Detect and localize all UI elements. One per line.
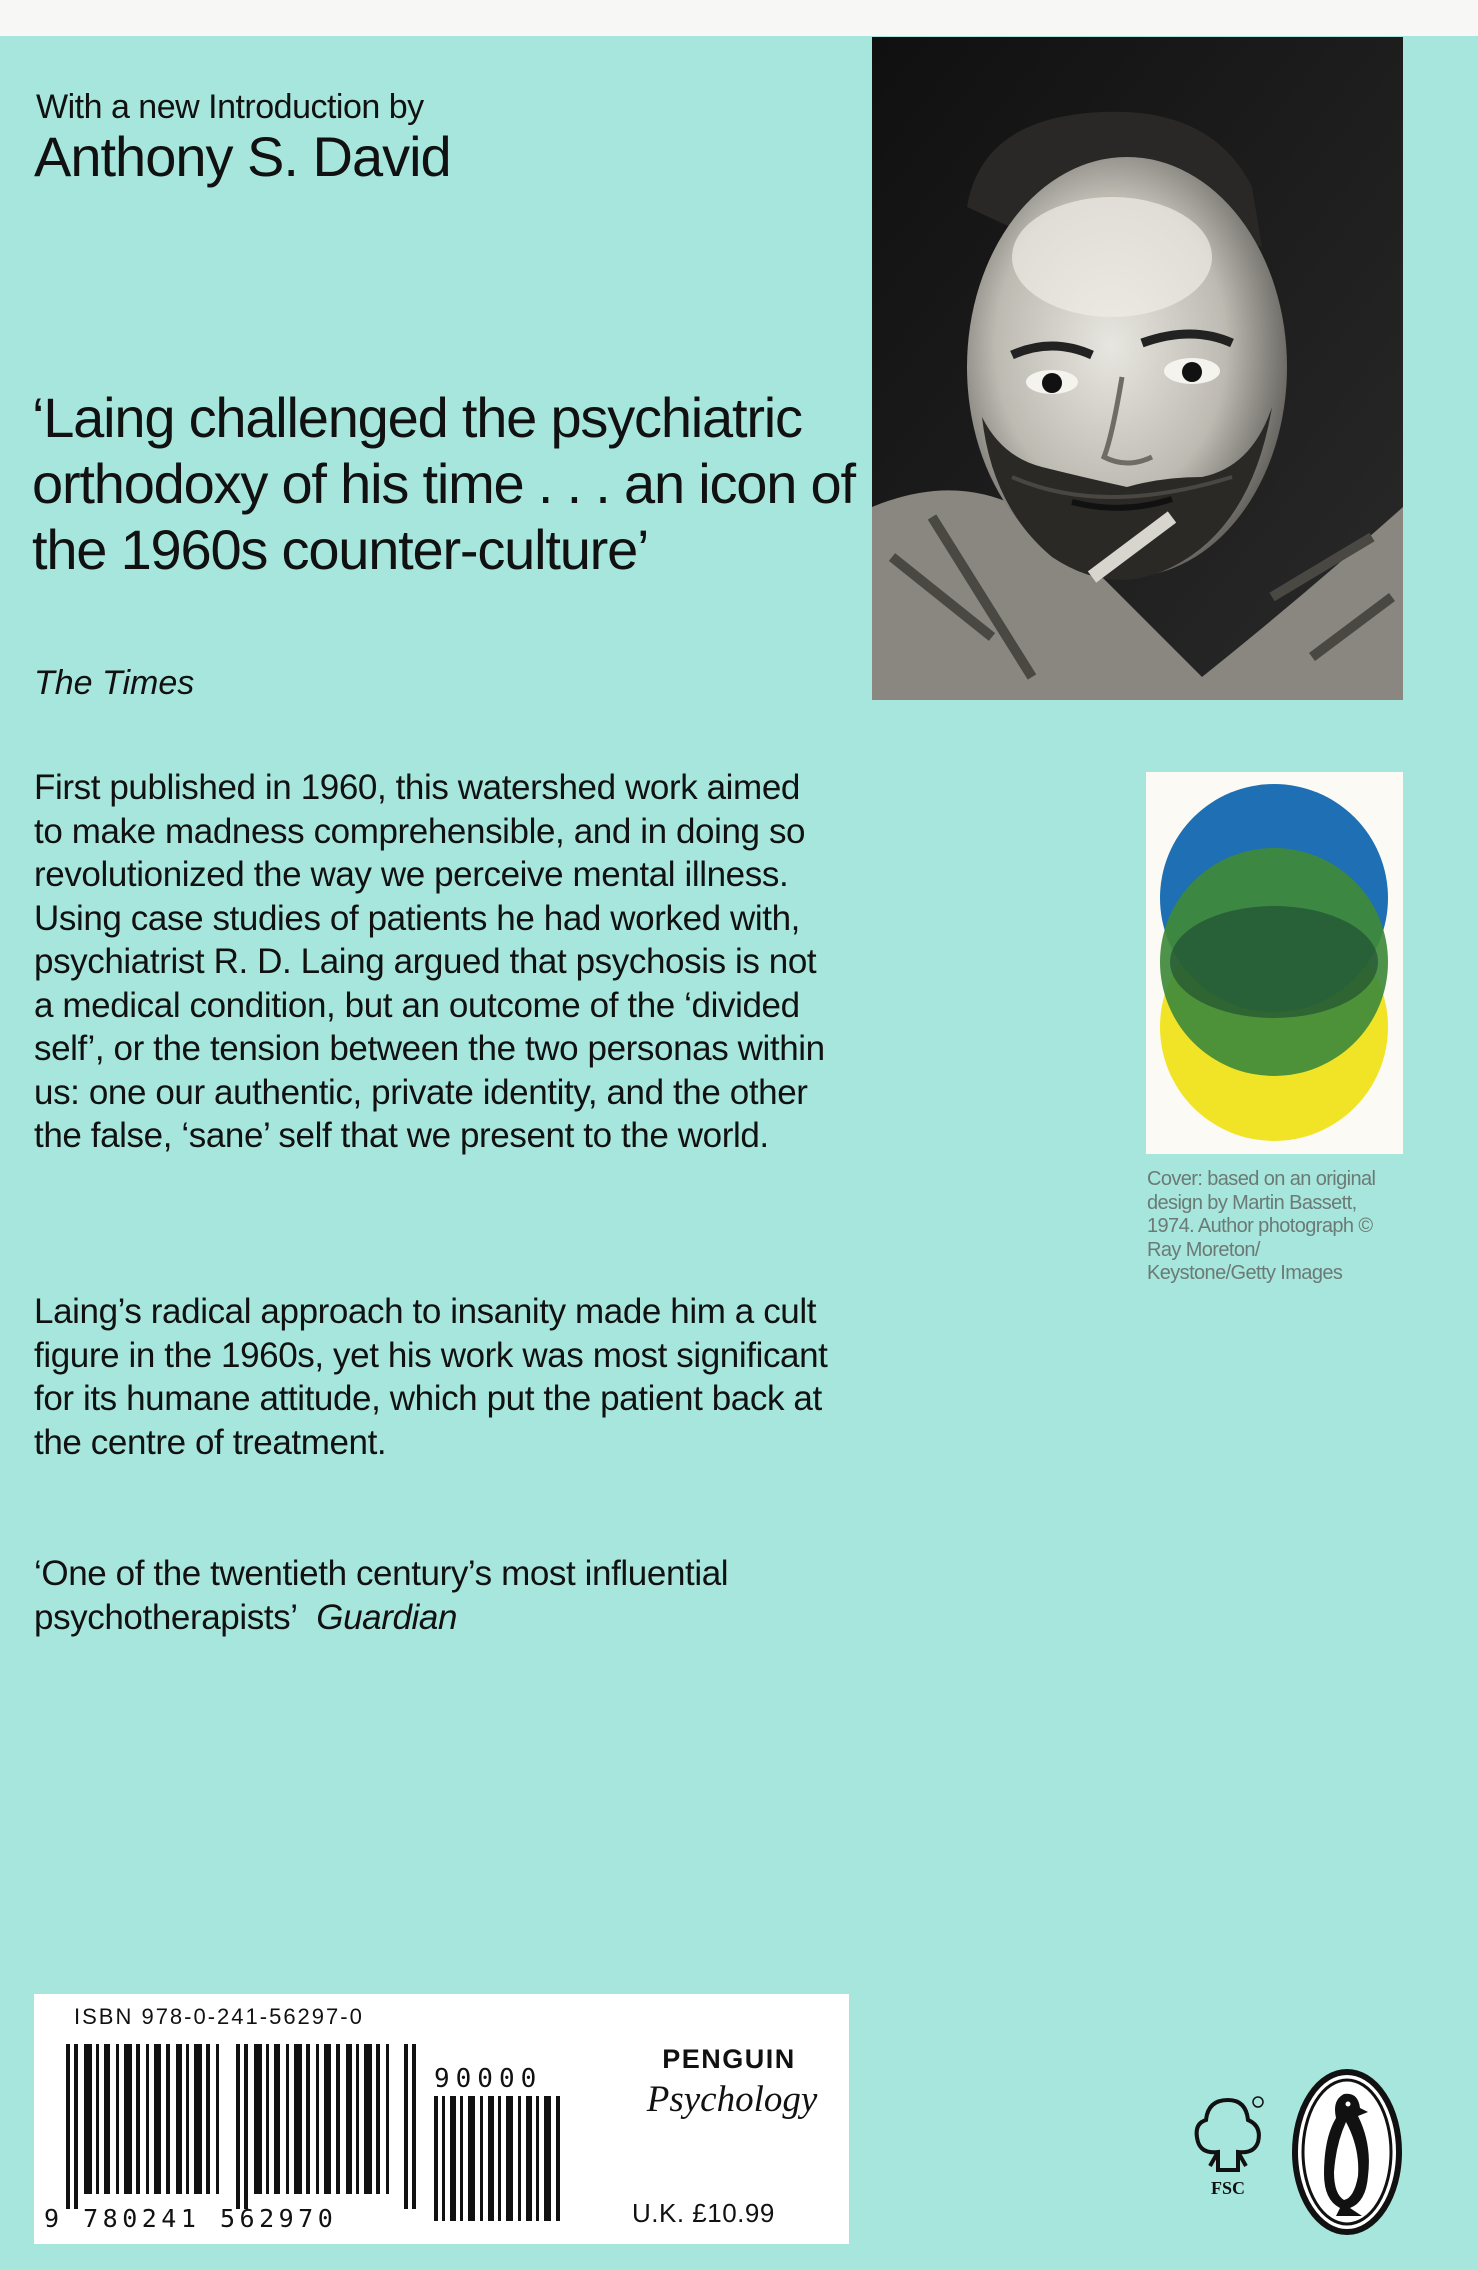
blurb-paragraph-2: Laing’s radical approach to insanity made him a cult figure in the 1960s, yet his work was most significant for its humane attitude, which put the patient back at the centre of treatment. bbox=[34, 1292, 828, 1462]
top-margin bbox=[0, 0, 1478, 36]
blurb-quote-source: Guardian bbox=[316, 1597, 458, 1637]
series-name: Psychology bbox=[646, 2079, 818, 2120]
review-quote-source: The Times bbox=[34, 664, 195, 702]
isbn-digits: 9 780241 562970 bbox=[44, 2204, 338, 2233]
price: U.K. £10.99 bbox=[632, 2198, 775, 2228]
fsc-tree-icon bbox=[1188, 2090, 1268, 2200]
price-barcode-image bbox=[434, 2096, 564, 2221]
cover-thumbnail bbox=[1146, 772, 1403, 1154]
blurb-paragraph-1: First published in 1960, this watershed work aimed to make madness comprehensible, and in doing so revolutionized the way we perceive mental illness. Using case studies of patients he had worked with, psychiatrist R. D. Laing argued that psychosis is not a medical condition, but an outcome of the ‘divided self’, or the tension between the two personas within us: one our authentic, private identity, and the other the false, ‘sane’ self that we present to the world. bbox=[34, 768, 825, 1155]
review-quote: ‘Laing challenged the psychiatric orthodoxy of his time . . . an icon of the 1960s counter-culture’ bbox=[32, 386, 855, 581]
blurb-paragraph-3 bbox=[34, 1552, 834, 1639]
blurb-quote: ‘One of the twentieth century’s most influential psychotherapists’ bbox=[34, 1554, 729, 1637]
intro-author-name: Anthony S. David bbox=[34, 125, 451, 188]
penguin-logo-icon bbox=[1288, 2064, 1406, 2239]
intro-line: With a new Introduction by bbox=[36, 88, 424, 126]
author-photograph bbox=[872, 37, 1403, 700]
isbn-label: ISBN 978-0-241-56297-0 bbox=[74, 2004, 364, 2029]
barcode-image bbox=[64, 2044, 434, 2209]
svg-text:FSC: FSC bbox=[1210, 2178, 1246, 2198]
barcode-panel bbox=[34, 1994, 849, 2244]
cover-credits: Cover: based on an original design by Martin Bassett, 1974. Author photograph © Ray Moreton/ Keystone/Getty Images bbox=[1147, 1168, 1376, 1284]
price-code: 90000 bbox=[434, 2064, 543, 2094]
publisher-name: PENGUIN bbox=[662, 2044, 796, 2074]
